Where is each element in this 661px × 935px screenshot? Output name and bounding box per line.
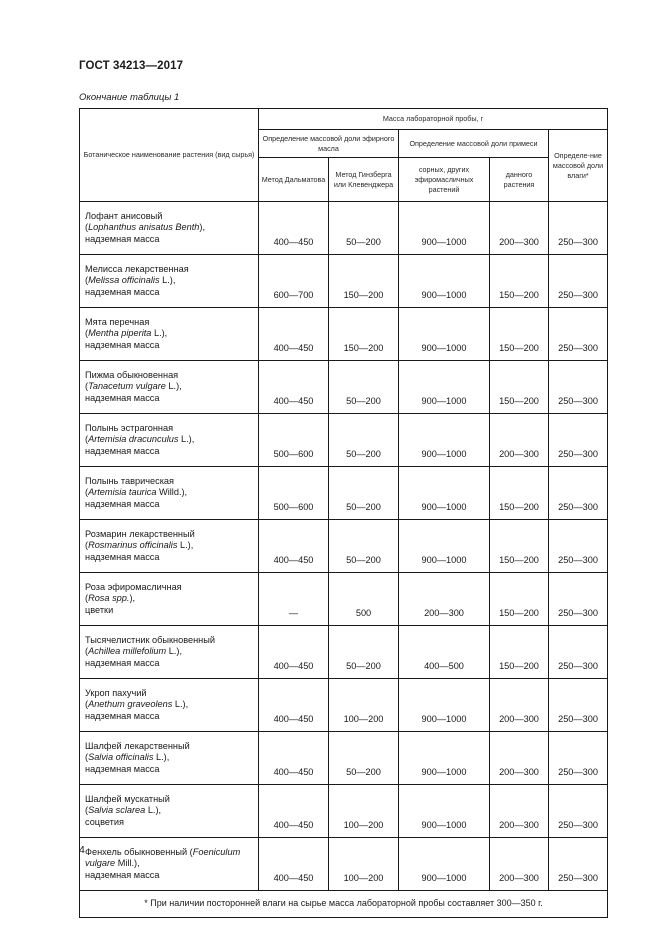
value-cell-weeds: 900—1000	[399, 838, 490, 891]
table-row	[80, 308, 608, 361]
header-this-plant: данного растения	[490, 158, 549, 202]
value-cell-dalmatov: 400—450	[259, 361, 329, 414]
value-cell-ginzberg: 150—200	[329, 255, 399, 308]
value-cell-moisture: 250—300	[549, 467, 608, 520]
table-row	[80, 255, 608, 308]
plant-name-text: Пижма обыкновенная (	[85, 369, 179, 392]
plant-name-text: L.), надземная масса	[85, 699, 189, 721]
value-cell-moisture: 250—300	[549, 361, 608, 414]
plant-name-text: L.), надземная масса	[85, 434, 195, 456]
plant-latin-name: Tanacetum vulgare	[88, 381, 166, 392]
plant-latin-name: Lophanthus anisatus Benth	[88, 222, 200, 233]
value-cell-ginzberg: 50—200	[329, 202, 399, 255]
value-cell-ginzberg: 100—200	[329, 679, 399, 732]
value-cell-dalmatov: 400—450	[259, 520, 329, 573]
document-title: ГОСТ 34213—2017	[79, 60, 184, 72]
value-cell-ginzberg: 50—200	[329, 467, 399, 520]
plant-latin-name: Rosa spp.	[88, 593, 130, 604]
plant-name-text: ), надземная масса	[85, 222, 206, 244]
plant-name-text: Роза эфиромасличная (	[85, 581, 182, 604]
value-cell-dalmatov: 500—600	[259, 414, 329, 467]
plant-name-text: Полынь эстрагонная (	[85, 422, 174, 445]
value-cell-ginzberg: 100—200	[329, 785, 399, 838]
plant-latin-name: Artemisia taurica	[88, 487, 157, 498]
plant-name-cell	[80, 414, 259, 467]
header-dalmatov-method: Метод Дальматова	[259, 158, 329, 202]
value-cell-dalmatov: 400—450	[259, 838, 329, 891]
value-cell-ginzberg: 50—200	[329, 520, 399, 573]
plant-name-text: Фенхель обыкновенный (	[85, 846, 193, 857]
value-cell-ginzberg: 150—200	[329, 308, 399, 361]
table-body	[80, 202, 608, 891]
value-cell-weeds: 900—1000	[399, 520, 490, 573]
plant-name-text: L.), надземная масса	[85, 752, 170, 774]
plant-latin-name: Salvia sclarea	[88, 805, 146, 816]
value-cell-dalmatov: 600—700	[259, 255, 329, 308]
plant-latin-name: Melissa officinalis	[88, 275, 160, 286]
plant-name-cell	[80, 202, 259, 255]
plant-name-cell	[80, 520, 259, 573]
value-cell-weeds: 900—1000	[399, 732, 490, 785]
plant-name-cell	[80, 308, 259, 361]
table-footnote: * При наличии посторонней влаги на сырье масса лабораторной пробы составляет 300—350 г.	[80, 891, 608, 918]
value-cell-dalmatov: —	[259, 573, 329, 626]
value-cell-ginzberg: 500	[329, 573, 399, 626]
header-lab-sample-mass: Масса лабораторной пробы, г	[259, 109, 608, 130]
plant-name-cell	[80, 467, 259, 520]
plant-latin-name: Achillea millefolium	[88, 646, 167, 657]
value-cell-weeds: 900—1000	[399, 414, 490, 467]
value-cell-dalmatov: 400—450	[259, 308, 329, 361]
value-cell-weeds: 900—1000	[399, 785, 490, 838]
value-cell-weeds: 900—1000	[399, 202, 490, 255]
header-weeds: сорных, других эфиромасличных растений	[399, 158, 490, 202]
value-cell-this-plant: 150—200	[490, 520, 549, 573]
value-cell-this-plant: 150—200	[490, 573, 549, 626]
value-cell-dalmatov: 400—450	[259, 626, 329, 679]
value-cell-weeds: 900—1000	[399, 467, 490, 520]
value-cell-weeds: 900—1000	[399, 679, 490, 732]
plant-name-text: Мелисса лекарственная (	[85, 263, 189, 286]
plant-name-text: Полынь таврическая (	[85, 475, 175, 498]
plant-name-text: Лофант анисовый (	[85, 210, 163, 233]
value-cell-moisture: 250—300	[549, 308, 608, 361]
value-cell-this-plant: 150—200	[490, 467, 549, 520]
table-caption: Окончание таблицы 1	[79, 92, 180, 103]
value-cell-weeds: 900—1000	[399, 361, 490, 414]
plant-name-cell	[80, 838, 259, 891]
value-cell-this-plant: 200—300	[490, 785, 549, 838]
value-cell-this-plant: 150—200	[490, 255, 549, 308]
value-cell-moisture: 250—300	[549, 679, 608, 732]
plant-latin-name: Artemisia dracunculus	[88, 434, 179, 445]
value-cell-this-plant: 200—300	[490, 202, 549, 255]
table-row	[80, 414, 608, 467]
plant-name-text: L.), соцветия	[85, 805, 162, 827]
value-cell-this-plant: 150—200	[490, 308, 549, 361]
value-cell-this-plant: 200—300	[490, 414, 549, 467]
value-cell-dalmatov: 400—450	[259, 202, 329, 255]
value-cell-this-plant: 150—200	[490, 626, 549, 679]
header-essential-oil-group: Определение массовой доли эфирного масла	[259, 130, 399, 158]
page-number: 4	[79, 844, 85, 856]
plant-name-text: Mill.), надземная масса	[85, 858, 160, 880]
header-ginzberg-method: Метод Гинзберга или Клевенджера	[329, 158, 399, 202]
plant-name-cell	[80, 679, 259, 732]
table-row	[80, 361, 608, 414]
value-cell-this-plant: 200—300	[490, 838, 549, 891]
plant-name-text: L.), надземная масса	[85, 540, 194, 562]
value-cell-this-plant: 200—300	[490, 679, 549, 732]
plant-name-text: L.), надземная масса	[85, 275, 176, 297]
table-row	[80, 626, 608, 679]
value-cell-dalmatov: 400—450	[259, 785, 329, 838]
plant-name-text: L.), надземная масса	[85, 646, 183, 668]
table-row	[80, 202, 608, 255]
value-cell-ginzberg: 50—200	[329, 626, 399, 679]
plant-name-cell	[80, 732, 259, 785]
plant-name-text: Укроп пахучий (	[85, 687, 147, 710]
value-cell-ginzberg: 50—200	[329, 732, 399, 785]
value-cell-moisture: 250—300	[549, 255, 608, 308]
lab-sample-mass-table	[79, 108, 608, 918]
value-cell-dalmatov: 500—600	[259, 467, 329, 520]
plant-name-text: Мята перечная (	[85, 316, 150, 339]
plant-name-cell	[80, 785, 259, 838]
value-cell-weeds: 900—1000	[399, 308, 490, 361]
plant-name-text: Розмарин лекарственный (	[85, 528, 195, 551]
plant-latin-name: Rosmarinus officinalis	[88, 540, 178, 551]
plant-name-text: Шалфей мускатный (	[85, 793, 170, 816]
table-row	[80, 732, 608, 785]
value-cell-this-plant: 150—200	[490, 361, 549, 414]
value-cell-weeds: 900—1000	[399, 255, 490, 308]
plant-name-text: L.), надземная масса	[85, 381, 182, 403]
value-cell-moisture: 250—300	[549, 202, 608, 255]
value-cell-moisture: 250—300	[549, 626, 608, 679]
plant-name-text: ), цветки	[85, 593, 136, 615]
value-cell-moisture: 250—300	[549, 838, 608, 891]
header-moisture: Определе-ние массовой доли влаги*	[549, 130, 608, 202]
value-cell-moisture: 250—300	[549, 573, 608, 626]
table-row	[80, 520, 608, 573]
table-row	[80, 573, 608, 626]
plant-latin-name: Salvia officinalis	[88, 752, 154, 763]
table-row	[80, 679, 608, 732]
plant-latin-name: Mentha piperita	[88, 328, 152, 339]
value-cell-dalmatov: 400—450	[259, 679, 329, 732]
header-botanical-name: Ботаническое наименование растения (вид сырья)	[80, 109, 259, 202]
table-row	[80, 785, 608, 838]
value-cell-ginzberg: 100—200	[329, 838, 399, 891]
table-row	[80, 838, 608, 891]
plant-name-cell	[80, 626, 259, 679]
plant-latin-name: Anethum graveolens	[88, 699, 173, 710]
value-cell-weeds: 400—500	[399, 626, 490, 679]
plant-name-text: Willd.), надземная масса	[85, 487, 188, 509]
value-cell-ginzberg: 50—200	[329, 414, 399, 467]
value-cell-this-plant: 200—300	[490, 732, 549, 785]
value-cell-moisture: 250—300	[549, 785, 608, 838]
value-cell-moisture: 250—300	[549, 414, 608, 467]
plant-name-text: L.), надземная масса	[85, 328, 168, 350]
value-cell-ginzberg: 50—200	[329, 361, 399, 414]
value-cell-moisture: 250—300	[549, 732, 608, 785]
value-cell-moisture: 250—300	[549, 520, 608, 573]
plant-latin-name: Foeniculum vulgare	[85, 846, 241, 869]
value-cell-dalmatov: 400—450	[259, 732, 329, 785]
plant-name-text: Шалфей лекарственный (	[85, 740, 190, 763]
plant-name-cell	[80, 573, 259, 626]
plant-name-cell	[80, 255, 259, 308]
header-impurity-group: Определение массовой доли примеси	[399, 130, 549, 158]
plant-name-cell	[80, 361, 259, 414]
plant-name-text: Тысячелистник обыкновенный (	[85, 634, 215, 657]
value-cell-weeds: 200—300	[399, 573, 490, 626]
table-row	[80, 467, 608, 520]
